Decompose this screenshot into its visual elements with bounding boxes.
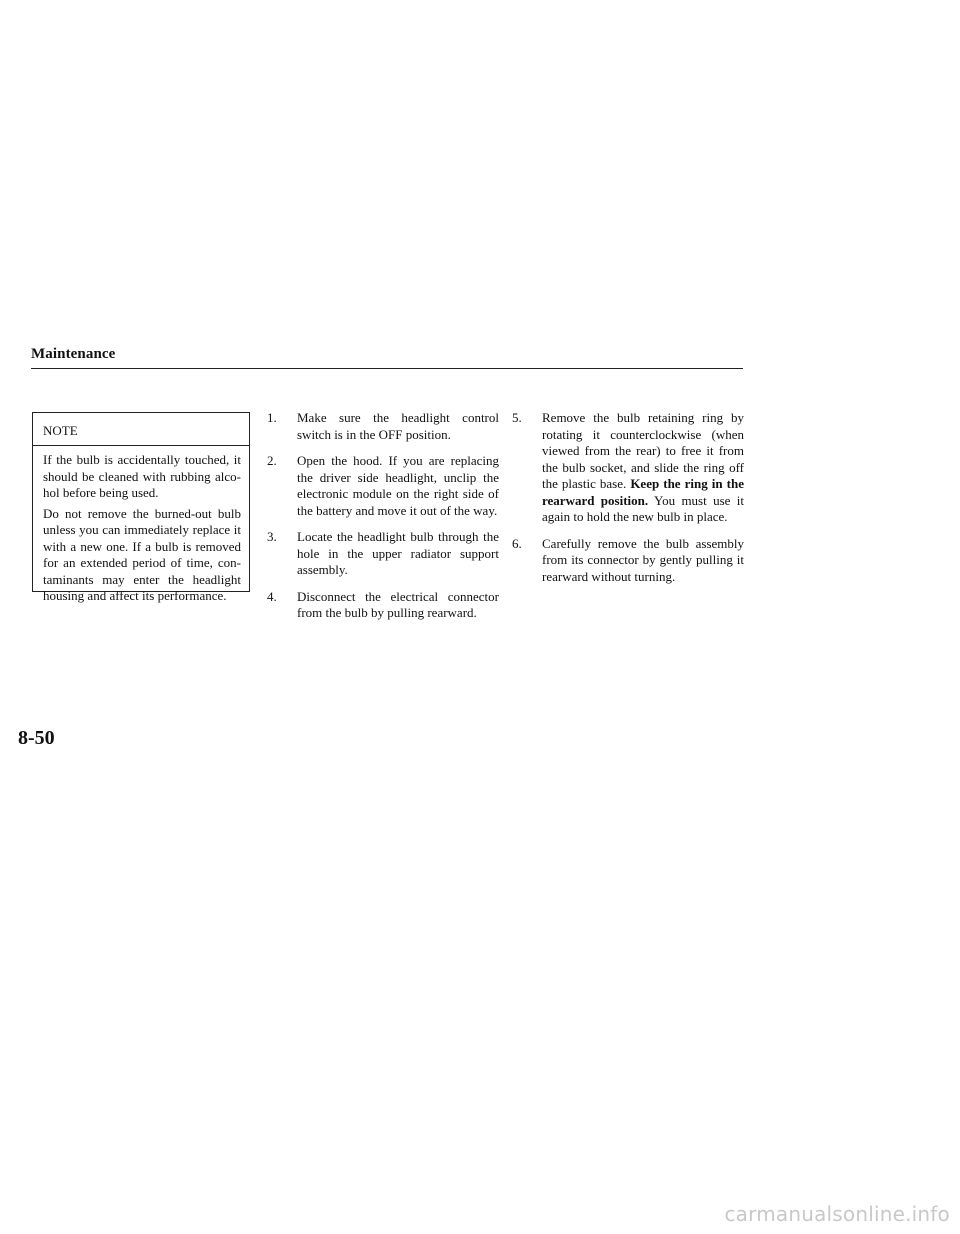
- note-paragraph: If the bulb is accidentally touched, it should be cleaned with rubbing alco-hol before being used.: [43, 452, 241, 500]
- step-text: Open the hood. If you are replacing the driver side headlight, unclip the electronic module on the right side of the battery and move it out of the way.: [297, 453, 499, 518]
- note-paragraph: Do not remove the burned-out bulb unless you can immediately replace it with a new one. If a bulb is removed for an extended period of time, con-taminants may enter the headlight housing and affect its performance.: [43, 505, 241, 603]
- note-body: [33, 446, 249, 605]
- step-number: 6.: [512, 535, 522, 551]
- section-title: Maintenance: [31, 346, 116, 362]
- step-text: Disconnect the electrical connector from the bulb by pulling rearward.: [297, 588, 499, 620]
- watermark: carmanualsonline.info: [724, 1202, 950, 1226]
- steps-column-right: [512, 410, 744, 595]
- step-number: 5.: [512, 410, 522, 425]
- step-text: Carefully remove the bulb assembly from its connector by gently pulling it rearward without turning.: [542, 535, 744, 584]
- step-text-trail: You must use it again to hold the new bulb in place.: [542, 492, 744, 524]
- step-item: [267, 453, 499, 519]
- header-rule: [31, 368, 743, 369]
- step-text-emphasis: Keep the ring in the rearward position.: [542, 476, 744, 508]
- step-item: [267, 589, 499, 622]
- step-text-lead: Remove the bulb retaining ring by rotating it counterclockwise (when viewed from the rear) to free it from the bulb socket, and slide the ring off the plastic base.: [542, 410, 744, 491]
- step-item: [512, 410, 744, 526]
- step-text: Make sure the headlight control switch is in the OFF position.: [297, 410, 499, 442]
- step-number: 2.: [267, 453, 277, 468]
- step-number: 1.: [267, 410, 277, 425]
- page-number: 8-50: [18, 727, 55, 749]
- step-text: Locate the headlight bulb through the hole in the upper radiator support assembly.: [297, 529, 499, 577]
- steps-column-middle: [267, 410, 499, 632]
- note-title: NOTE: [33, 413, 249, 446]
- step-item: [512, 536, 744, 586]
- step-number: 4.: [267, 588, 277, 604]
- step-text: [542, 410, 744, 526]
- step-item: [267, 410, 499, 443]
- step-number: 3.: [267, 529, 277, 544]
- note-box: [32, 412, 250, 603]
- step-item: [267, 529, 499, 579]
